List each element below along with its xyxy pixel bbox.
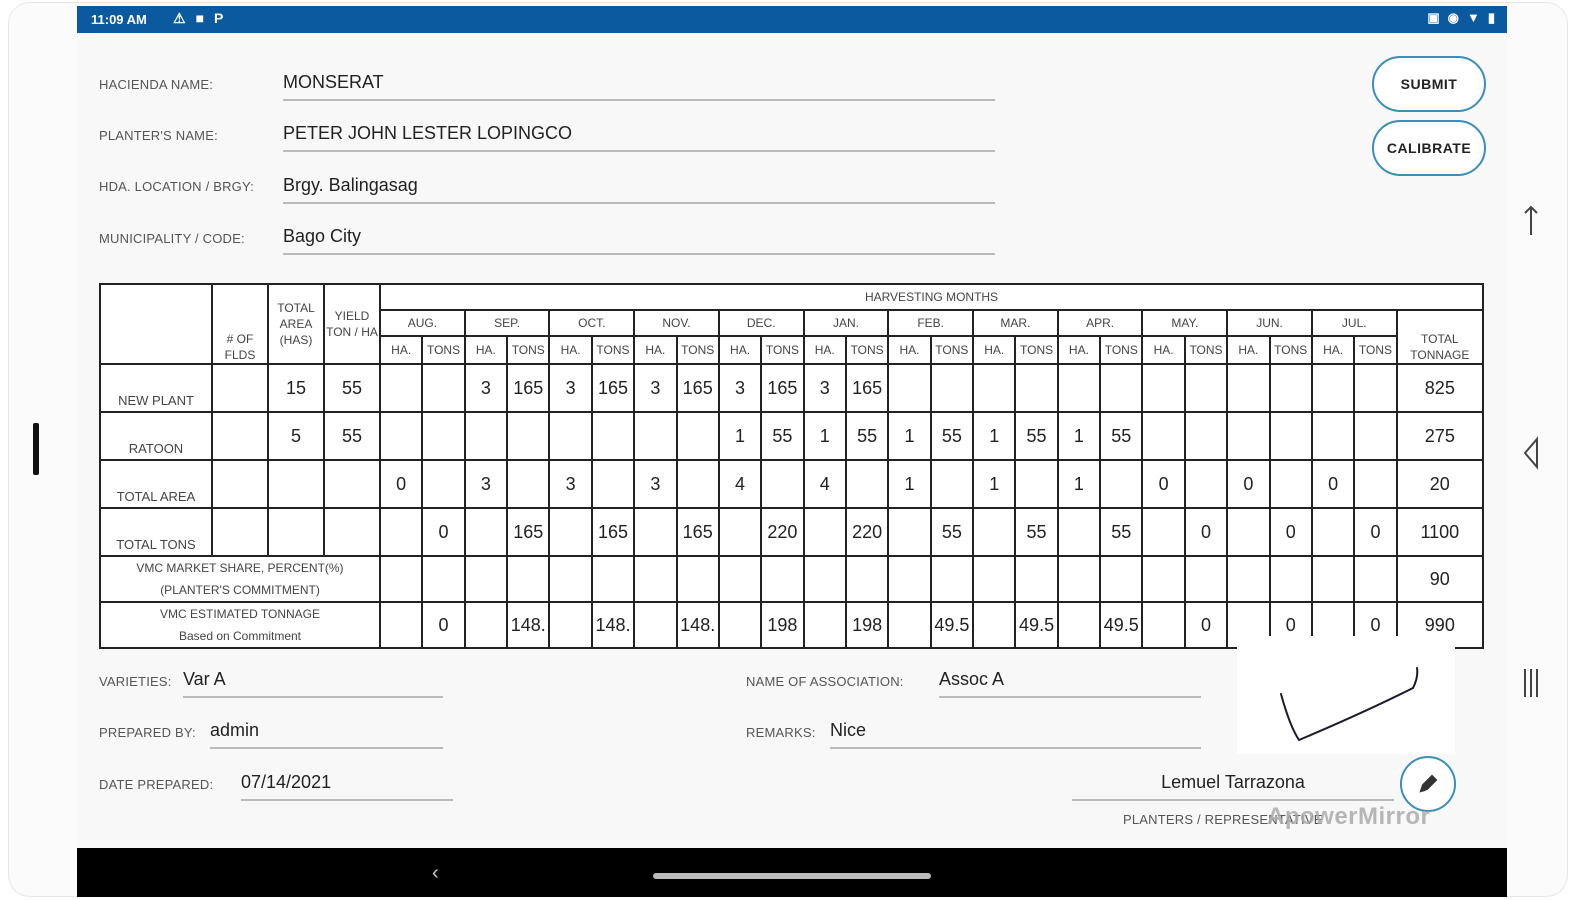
- cell-ha[interactable]: [465, 602, 507, 648]
- cell-tons[interactable]: [1270, 556, 1312, 602]
- cell-tons[interactable]: [761, 556, 803, 602]
- cell-yield[interactable]: [324, 508, 380, 556]
- unit-ha-header: HA.: [804, 336, 846, 364]
- pencil-icon: [1417, 773, 1439, 795]
- cell-tons[interactable]: 49.5: [1100, 602, 1142, 648]
- cell-ha[interactable]: [634, 602, 676, 648]
- navigation-bar: [77, 848, 1507, 897]
- unit-tons-header: TONS: [846, 336, 888, 364]
- cell-tons[interactable]: 148.: [507, 602, 549, 648]
- cell-ha[interactable]: [888, 508, 930, 556]
- prepared-by-input[interactable]: admin: [210, 720, 443, 749]
- cell-ha[interactable]: [465, 412, 507, 460]
- cell-total-tonnage: 990: [1397, 602, 1483, 648]
- cell-tons[interactable]: [1100, 460, 1142, 508]
- cell-tons[interactable]: [1185, 460, 1227, 508]
- cell-tons[interactable]: [677, 556, 719, 602]
- cell-ha[interactable]: [1312, 364, 1354, 412]
- cell-ha[interactable]: [1058, 602, 1100, 648]
- cell-ha[interactable]: 3: [634, 460, 676, 508]
- month-header: SEP.: [465, 310, 550, 336]
- row-label-line1: VMC MARKET SHARE, PERCENT(%): [136, 561, 344, 575]
- cell-tons[interactable]: [1354, 460, 1396, 508]
- month-header: APR.: [1058, 310, 1143, 336]
- varieties-input[interactable]: Var A: [183, 669, 443, 698]
- cell-ha[interactable]: [1227, 508, 1269, 556]
- cell-total-tonnage: 90: [1397, 556, 1483, 602]
- cell-ha[interactable]: 0: [1312, 460, 1354, 508]
- cell-ha[interactable]: 1: [1058, 412, 1100, 460]
- cell-tons[interactable]: 148.: [592, 602, 634, 648]
- cell-tons[interactable]: [761, 460, 803, 508]
- unit-tons-header: TONS: [1354, 336, 1396, 364]
- wifi-icon: ▼: [1466, 10, 1480, 25]
- cell-ha[interactable]: 1: [1058, 460, 1100, 508]
- month-header: DEC.: [719, 310, 804, 336]
- cell-tons[interactable]: [1185, 364, 1227, 412]
- unit-tons-header: TONS: [1015, 336, 1057, 364]
- cell-tons[interactable]: [507, 460, 549, 508]
- cell-yield[interactable]: [324, 460, 380, 508]
- app-screen: [77, 6, 1507, 897]
- cell-ha[interactable]: [1142, 556, 1184, 602]
- cell-tons[interactable]: 220: [761, 508, 803, 556]
- calibrate-button[interactable]: CALIBRATE: [1372, 120, 1486, 176]
- date-prepared-label: DATE PREPARED:: [99, 777, 214, 792]
- unit-ha-header: HA.: [1058, 336, 1100, 364]
- cell-ha[interactable]: [719, 508, 761, 556]
- nfc-icon: ▣: [1427, 10, 1440, 25]
- cell-ha[interactable]: [1312, 508, 1354, 556]
- cell-ha[interactable]: 3: [465, 460, 507, 508]
- table-row: [100, 364, 1483, 412]
- unit-tons-header: TONS: [592, 336, 634, 364]
- month-header: MAY.: [1142, 310, 1227, 336]
- unit-ha-header: HA.: [1227, 336, 1269, 364]
- signatory-name: Lemuel Tarrazona: [1072, 772, 1394, 801]
- cell-tons[interactable]: [592, 412, 634, 460]
- cell-ha[interactable]: 1: [719, 412, 761, 460]
- unit-tons-header: TONS: [1100, 336, 1142, 364]
- cell-ha[interactable]: [1312, 556, 1354, 602]
- table-row: [100, 556, 1483, 602]
- cell-ha[interactable]: 1: [973, 412, 1015, 460]
- location-label: HDA. LOCATION / BRGY:: [99, 179, 254, 194]
- signature-pad[interactable]: [1237, 636, 1455, 754]
- total-area-header: TOTAL AREA (HAS): [268, 284, 324, 364]
- cell-ha[interactable]: [380, 556, 422, 602]
- row-label-header: [100, 284, 212, 364]
- cell-ha[interactable]: [973, 508, 1015, 556]
- cell-ha[interactable]: [634, 412, 676, 460]
- cell-ha[interactable]: [549, 508, 591, 556]
- rotate-icon[interactable]: [1519, 203, 1543, 239]
- unit-ha-header: HA.: [1142, 336, 1184, 364]
- month-header: NOV.: [634, 310, 719, 336]
- unit-tons-header: TONS: [1270, 336, 1312, 364]
- cell-tons[interactable]: [1100, 364, 1142, 412]
- cell-ha[interactable]: [380, 412, 422, 460]
- cell-ha[interactable]: [1058, 556, 1100, 602]
- cell-ha[interactable]: [1058, 508, 1100, 556]
- cell-tons[interactable]: 165: [677, 508, 719, 556]
- cell-tons[interactable]: [592, 460, 634, 508]
- status-bar: [77, 6, 1507, 33]
- cell-tons[interactable]: 55: [761, 412, 803, 460]
- cell-ha[interactable]: [549, 556, 591, 602]
- table-row: [100, 412, 1483, 460]
- hacienda-name-label: HACIENDA NAME:: [99, 77, 214, 92]
- cell-tons[interactable]: [1354, 364, 1396, 412]
- varieties-label: VARIETIES:: [99, 674, 172, 689]
- cell-ha[interactable]: [888, 364, 930, 412]
- battery-icon: ▮: [1487, 10, 1495, 25]
- cell-tons[interactable]: [592, 556, 634, 602]
- month-header: JUL.: [1312, 310, 1397, 336]
- unit-tons-header: TONS: [931, 336, 973, 364]
- cell-ha[interactable]: 0: [380, 460, 422, 508]
- cell-tons[interactable]: 55: [1015, 412, 1057, 460]
- cell-ha[interactable]: [465, 556, 507, 602]
- cell-tons[interactable]: 0: [422, 602, 464, 648]
- cell-flds[interactable]: [212, 508, 268, 556]
- flds-header: # OF FLDS: [212, 284, 268, 364]
- cell-tons[interactable]: 55: [931, 508, 973, 556]
- planter-name-input[interactable]: PETER JOHN LESTER LOPINGCO: [283, 123, 995, 152]
- cell-ha[interactable]: 4: [719, 460, 761, 508]
- row-label: TOTAL AREA: [100, 460, 212, 508]
- cell-yield[interactable]: 55: [324, 364, 380, 412]
- cell-ha[interactable]: [1227, 412, 1269, 460]
- month-header: JAN.: [804, 310, 889, 336]
- cell-tons[interactable]: 0: [1185, 602, 1227, 648]
- association-label: NAME OF ASSOCIATION:: [746, 674, 904, 689]
- cell-ha[interactable]: [888, 602, 930, 648]
- cell-ha[interactable]: [973, 364, 1015, 412]
- cell-yield[interactable]: 55: [324, 412, 380, 460]
- cell-tons[interactable]: 165: [677, 364, 719, 412]
- cell-total-area[interactable]: [268, 460, 324, 508]
- cell-tons[interactable]: 0: [1270, 602, 1312, 648]
- cell-ha[interactable]: [1142, 602, 1184, 648]
- yield-header: YIELD TON / HA: [324, 284, 380, 364]
- cell-ha[interactable]: 3: [549, 460, 591, 508]
- month-header: AUG.: [380, 310, 465, 336]
- cell-tons[interactable]: 49.5: [931, 602, 973, 648]
- cell-tons[interactable]: [422, 460, 464, 508]
- watermark-text: ApowerMirror: [1267, 803, 1431, 830]
- cell-tons[interactable]: 198: [846, 602, 888, 648]
- row-label-line2: Based on Commitment: [178, 629, 302, 643]
- cell-flds[interactable]: [212, 460, 268, 508]
- cell-ha[interactable]: [549, 602, 591, 648]
- month-header: JUN.: [1227, 310, 1312, 336]
- cell-tons[interactable]: 49.5: [1015, 602, 1057, 648]
- cell-tons[interactable]: 165: [592, 364, 634, 412]
- date-prepared-input[interactable]: 07/14/2021: [241, 772, 453, 801]
- harvest-table: [99, 283, 1484, 649]
- cell-ha[interactable]: [465, 508, 507, 556]
- cell-ha[interactable]: 3: [634, 364, 676, 412]
- row-label-line1: VMC ESTIMATED TONNAGE: [159, 607, 321, 621]
- month-header: FEB.: [888, 310, 973, 336]
- row-label-line2: (PLANTER'S COMMITMENT): [160, 583, 320, 597]
- cell-tons[interactable]: [1270, 364, 1312, 412]
- total-tonnage-header: TOTAL TONNAGE: [1397, 310, 1483, 364]
- hacienda-name-input[interactable]: MONSERAT: [283, 72, 995, 101]
- unit-tons-header: TONS: [422, 336, 464, 364]
- cell-tons[interactable]: 0: [1354, 508, 1396, 556]
- unit-ha-header: HA.: [634, 336, 676, 364]
- cell-tons[interactable]: 0: [1270, 508, 1312, 556]
- row-label: NEW PLANT: [100, 364, 212, 412]
- cell-ha[interactable]: 3: [719, 364, 761, 412]
- status-time: 11:09 AM: [91, 12, 147, 27]
- cell-ha[interactable]: [1142, 412, 1184, 460]
- cell-tons[interactable]: 148.: [677, 602, 719, 648]
- unit-ha-header: HA.: [380, 336, 422, 364]
- cell-tons[interactable]: [507, 556, 549, 602]
- association-input[interactable]: Assoc A: [939, 669, 1201, 698]
- cell-tons[interactable]: [1270, 460, 1312, 508]
- cell-ha[interactable]: [1227, 364, 1269, 412]
- cell-ha[interactable]: [634, 556, 676, 602]
- cell-ha[interactable]: [1142, 364, 1184, 412]
- cell-ha[interactable]: [380, 364, 422, 412]
- harvesting-months-header: HARVESTING MONTHS: [380, 284, 1483, 310]
- table-row: [100, 460, 1483, 508]
- unit-ha-header: HA.: [888, 336, 930, 364]
- cell-ha[interactable]: 0: [1142, 460, 1184, 508]
- location-input[interactable]: Brgy. Balingasag: [283, 175, 995, 204]
- cell-ha[interactable]: 1: [888, 412, 930, 460]
- cell-total-tonnage: 20: [1397, 460, 1483, 508]
- cell-total-tonnage: 275: [1397, 412, 1483, 460]
- cell-ha[interactable]: [804, 602, 846, 648]
- cell-total-tonnage: 1100: [1397, 508, 1483, 556]
- cell-tons[interactable]: [422, 556, 464, 602]
- cell-tons[interactable]: [846, 556, 888, 602]
- cell-tons[interactable]: 165: [507, 364, 549, 412]
- cell-tons[interactable]: 165: [846, 364, 888, 412]
- cell-ha[interactable]: [1058, 364, 1100, 412]
- eye-icon: ◉: [1447, 10, 1459, 25]
- cell-ha[interactable]: 1: [804, 412, 846, 460]
- submit-button[interactable]: SUBMIT: [1372, 56, 1486, 112]
- table-row: [100, 508, 1483, 556]
- signature-image: [1237, 636, 1455, 754]
- cell-ha[interactable]: 3: [804, 364, 846, 412]
- month-header: MAR.: [973, 310, 1058, 336]
- cell-tons[interactable]: 55: [1100, 508, 1142, 556]
- cell-ha[interactable]: [973, 602, 1015, 648]
- row-label: RATOON: [100, 412, 212, 460]
- unit-tons-header: TONS: [507, 336, 549, 364]
- unit-tons-header: TONS: [761, 336, 803, 364]
- cell-tons[interactable]: 55: [846, 412, 888, 460]
- cell-tons[interactable]: [846, 460, 888, 508]
- cell-tons[interactable]: [1354, 412, 1396, 460]
- cell-tons[interactable]: [1015, 556, 1057, 602]
- cell-ha[interactable]: 1: [973, 460, 1015, 508]
- p-icon: P: [214, 10, 224, 26]
- cell-tons[interactable]: 165: [761, 364, 803, 412]
- cell-tons[interactable]: 165: [507, 508, 549, 556]
- signatory-caption: PLANTERS / REPRESENTATIVE: [1123, 812, 1323, 827]
- unit-tons-header: TONS: [677, 336, 719, 364]
- cell-tons[interactable]: 55: [931, 412, 973, 460]
- planter-name-label: PLANTER'S NAME:: [99, 128, 218, 143]
- cell-tons[interactable]: [1015, 460, 1057, 508]
- cell-ha[interactable]: [380, 508, 422, 556]
- cell-tons[interactable]: [931, 460, 973, 508]
- cell-tons[interactable]: [677, 460, 719, 508]
- cell-tons[interactable]: 198: [761, 602, 803, 648]
- remarks-label: REMARKS:: [746, 725, 816, 740]
- cell-tons[interactable]: [677, 412, 719, 460]
- cell-tons[interactable]: [1354, 556, 1396, 602]
- municipality-label: MUNICIPALITY / CODE:: [99, 231, 245, 246]
- cell-tons[interactable]: [931, 364, 973, 412]
- recents-icon[interactable]: [1519, 665, 1543, 701]
- cell-ha[interactable]: [888, 556, 930, 602]
- unit-tons-header: TONS: [1185, 336, 1227, 364]
- cell-total-area[interactable]: 15: [268, 364, 324, 412]
- square-icon: ■: [195, 10, 205, 26]
- cell-tons[interactable]: 220: [846, 508, 888, 556]
- month-header: OCT.: [549, 310, 634, 336]
- unit-ha-header: HA.: [465, 336, 507, 364]
- cell-ha[interactable]: [1227, 556, 1269, 602]
- cell-ha[interactable]: [634, 508, 676, 556]
- nav-home-pill[interactable]: [653, 873, 931, 879]
- cell-tons[interactable]: [422, 364, 464, 412]
- cell-ha[interactable]: [719, 602, 761, 648]
- cell-ha[interactable]: 4: [804, 460, 846, 508]
- cell-ha[interactable]: [804, 556, 846, 602]
- cell-ha[interactable]: 1: [888, 460, 930, 508]
- cell-flds[interactable]: [212, 364, 268, 412]
- cell-ha[interactable]: 3: [549, 364, 591, 412]
- back-triangle-icon[interactable]: [1519, 435, 1543, 471]
- cell-total-tonnage: 825: [1397, 364, 1483, 412]
- row-label: [100, 556, 380, 602]
- cell-tons[interactable]: 0: [1354, 602, 1396, 648]
- cell-tons[interactable]: [931, 556, 973, 602]
- cell-total-area[interactable]: [268, 508, 324, 556]
- cell-ha[interactable]: 0: [1227, 460, 1269, 508]
- side-bar-indicator: [33, 423, 39, 475]
- remarks-input[interactable]: Nice: [830, 720, 1201, 749]
- cell-ha[interactable]: [380, 602, 422, 648]
- unit-ha-header: HA.: [973, 336, 1015, 364]
- cell-ha[interactable]: [1142, 508, 1184, 556]
- cell-tons[interactable]: 55: [1015, 508, 1057, 556]
- nav-back-icon[interactable]: ‹: [432, 862, 439, 884]
- prepared-by-label: PREPARED BY:: [99, 725, 196, 740]
- tablet-frame: [8, 2, 1568, 897]
- cell-ha[interactable]: [973, 556, 1015, 602]
- row-label: [100, 602, 380, 648]
- cell-total-area[interactable]: 5: [268, 412, 324, 460]
- cell-ha[interactable]: [1312, 412, 1354, 460]
- cell-tons[interactable]: [1100, 556, 1142, 602]
- cell-tons[interactable]: [1270, 412, 1312, 460]
- row-label: TOTAL TONS: [100, 508, 212, 556]
- cell-ha[interactable]: [719, 556, 761, 602]
- warning-icon: ⚠: [173, 10, 186, 26]
- unit-ha-header: HA.: [549, 336, 591, 364]
- cell-tons[interactable]: [507, 412, 549, 460]
- cell-tons[interactable]: 165: [592, 508, 634, 556]
- cell-ha[interactable]: 3: [465, 364, 507, 412]
- cell-tons[interactable]: 0: [422, 508, 464, 556]
- cell-ha[interactable]: [549, 412, 591, 460]
- cell-tons[interactable]: 0: [1185, 508, 1227, 556]
- cell-tons[interactable]: [1015, 364, 1057, 412]
- cell-tons[interactable]: 55: [1100, 412, 1142, 460]
- unit-ha-header: HA.: [1312, 336, 1354, 364]
- cell-flds[interactable]: [212, 412, 268, 460]
- cell-ha[interactable]: [804, 508, 846, 556]
- cell-tons[interactable]: [1185, 556, 1227, 602]
- municipality-input[interactable]: Bago City: [283, 226, 995, 255]
- cell-tons[interactable]: [1185, 412, 1227, 460]
- cell-tons[interactable]: [422, 412, 464, 460]
- unit-ha-header: HA.: [719, 336, 761, 364]
